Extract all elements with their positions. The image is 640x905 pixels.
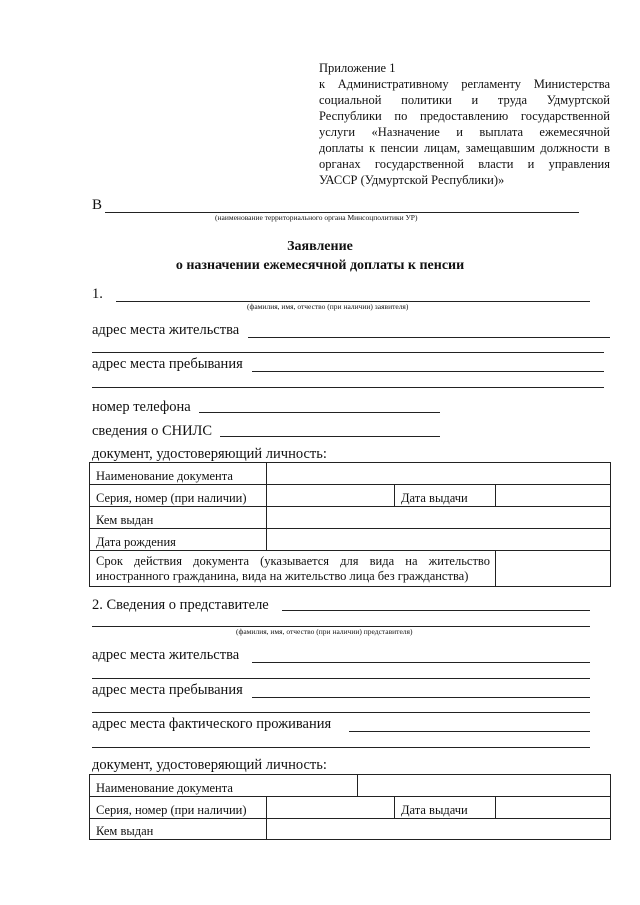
snils-label: сведения о СНИЛС xyxy=(92,423,213,439)
residence-line-1[interactable] xyxy=(248,337,610,338)
doc-name-field[interactable] xyxy=(267,463,611,485)
table-row xyxy=(90,551,611,587)
recipient-caption: (наименование территориального органа Минсоцполитики УР) xyxy=(215,213,418,222)
rep-doc-name-label: Наименование документа xyxy=(90,775,358,797)
issue-date-label: Дата выдачи xyxy=(395,485,496,507)
rep-issue-date-label: Дата выдачи xyxy=(395,797,496,819)
residence-label: адрес места жительства xyxy=(92,322,240,338)
validity-label-line-1: Срок действия документа (указывается для вида на жительство xyxy=(96,553,490,568)
birth-date-field[interactable] xyxy=(267,529,611,551)
rep-issue-date-field[interactable] xyxy=(496,797,611,819)
stay-label: адрес места пребывания xyxy=(92,356,243,372)
rep-series-number-label: Серия, номер (при наличии) xyxy=(90,797,267,819)
document-title: Заявление xyxy=(287,239,353,254)
rep-stay-label: адрес места пребывания xyxy=(92,682,243,698)
phone-line[interactable] xyxy=(199,412,440,413)
id-document-table xyxy=(89,462,611,587)
issued-by-label: Кем выдан xyxy=(90,507,267,529)
rep-actual-line-2[interactable] xyxy=(92,747,590,748)
validity-field[interactable] xyxy=(496,551,611,587)
annex-line-4: Республики по предоставлению государственной xyxy=(319,109,610,123)
id-doc-label: документ, удостоверяющий личность: xyxy=(92,446,327,462)
section1-number: 1. xyxy=(92,286,103,302)
recipient-prefix: В xyxy=(92,197,103,213)
rep-series-number-field[interactable] xyxy=(267,797,395,819)
table-row xyxy=(90,819,611,840)
rep-issued-by-field[interactable] xyxy=(267,819,611,840)
annex-line-2: к Административному регламенту Министерства xyxy=(319,77,610,91)
section2-heading: 2. Сведения о представителе xyxy=(92,597,269,613)
doc-name-label: Наименование документа xyxy=(90,463,267,485)
phone-label: номер телефона xyxy=(92,399,191,415)
validity-label-line-2: иностранного гражданина, вида на жительство лица без гражданства) xyxy=(96,568,469,583)
representative-name-line-1[interactable] xyxy=(282,610,590,611)
table-row xyxy=(90,485,611,507)
issue-date-field[interactable] xyxy=(496,485,611,507)
rep-stay-line-2[interactable] xyxy=(92,712,590,713)
rep-actual-line-1[interactable] xyxy=(349,731,590,732)
rep-doc-name-field[interactable] xyxy=(358,775,611,797)
table-row xyxy=(90,529,611,551)
residence-line-2[interactable] xyxy=(92,352,604,353)
issued-by-field[interactable] xyxy=(267,507,611,529)
table-row xyxy=(90,507,611,529)
birth-date-label: Дата рождения xyxy=(90,529,267,551)
applicant-name-caption: (фамилия, имя, отчество (при наличии) заявителя) xyxy=(247,302,409,311)
table-row xyxy=(90,463,611,485)
table-row xyxy=(90,775,611,797)
rep-issued-by-label: Кем выдан xyxy=(90,819,267,840)
rep-actual-label: адрес места фактического проживания xyxy=(92,716,332,732)
annex-line-5: услуги «Назначение и выплата ежемесячной xyxy=(319,125,610,139)
rep-residence-label: адрес места жительства xyxy=(92,647,240,663)
rep-residence-line-2[interactable] xyxy=(92,678,590,679)
rep-stay-line-1[interactable] xyxy=(252,697,590,698)
rep-id-doc-label: документ, удостоверяющий личность: xyxy=(92,757,327,773)
annex-line-6: доплаты к пенсии лицам, замещавшим должности в xyxy=(319,141,610,155)
annex-line-8: УАССР (Удмуртской Республики)» xyxy=(319,173,505,187)
series-number-label: Серия, номер (при наличии) xyxy=(90,485,267,507)
snils-line[interactable] xyxy=(220,436,440,437)
stay-line-1[interactable] xyxy=(252,371,604,372)
annex-line-7: органах государственной власти и управления xyxy=(319,157,610,171)
representative-name-caption: (фамилия, имя, отчество (при наличии) представителя) xyxy=(236,627,413,636)
document-subtitle: о назначении ежемесячной доплаты к пенсии xyxy=(175,258,465,273)
table-row xyxy=(90,797,611,819)
rep-id-document-table xyxy=(89,774,611,840)
series-number-field[interactable] xyxy=(267,485,395,507)
validity-label xyxy=(90,551,496,587)
rep-residence-line-1[interactable] xyxy=(252,662,590,663)
annex-line-1: Приложение 1 xyxy=(319,61,396,75)
annex-line-3: социальной политики и труда Удмуртской xyxy=(319,93,610,107)
stay-line-2[interactable] xyxy=(92,387,604,388)
